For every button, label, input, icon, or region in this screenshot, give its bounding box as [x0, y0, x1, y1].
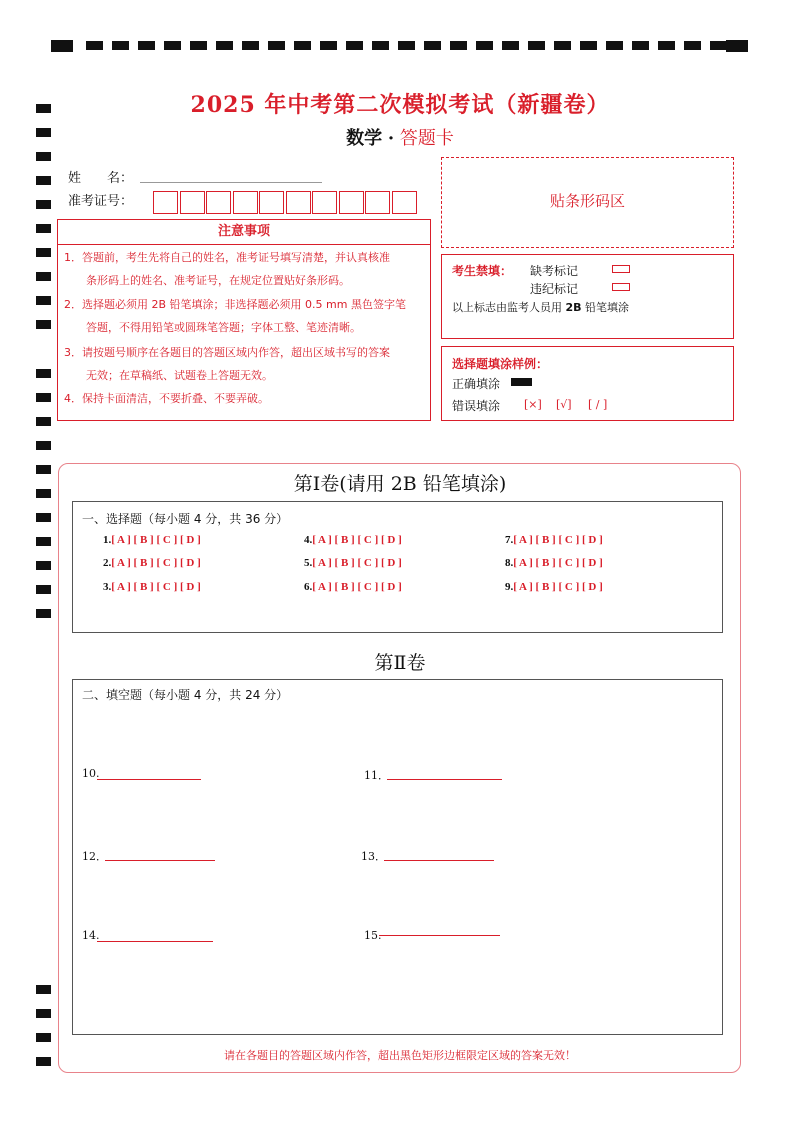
examiner-note [452, 299, 629, 315]
exam-id-digit-box[interactable] [180, 191, 205, 214]
blank-number-14: 14. [82, 929, 100, 942]
violation-mark-label: 违纪标记 [530, 282, 579, 296]
choice-options: [ A ] [ B ] [ C ] [ D ] [513, 581, 603, 593]
choice-options: [ A ] [ B ] [ C ] [ D ] [513, 557, 603, 569]
correct-fill-sample [511, 378, 532, 386]
question-number: 2. [103, 557, 112, 569]
choice-options: [ A ] [ B ] [ C ] [ D ] [312, 534, 402, 546]
timing-mark [36, 200, 51, 209]
notice-line: 4．保持卡面清洁，不要折叠、不要弄破。 [64, 392, 269, 405]
subject-label: 数学 [346, 128, 383, 149]
question-number: 5. [304, 557, 313, 569]
exam-id-digit-box[interactable] [206, 191, 231, 214]
exam-id-label: 准考证号： [68, 194, 134, 209]
choice-question-3[interactable] [103, 581, 201, 593]
absent-mark-label: 缺考标记 [530, 264, 579, 278]
choice-options: [ A ] [ B ] [ C ] [ D ] [111, 534, 201, 546]
choice-question-1[interactable] [103, 534, 201, 546]
blank-answer-12[interactable] [105, 860, 215, 861]
choice-question-5[interactable] [304, 557, 402, 569]
question-number: 7. [505, 534, 514, 546]
timing-mark [36, 320, 51, 329]
volume-1-title: 第Ⅰ卷(请用 2B 铅笔填涂) [293, 473, 507, 495]
volume-2-title: 第Ⅱ卷 [374, 652, 426, 674]
name-label: 姓 名： [68, 171, 134, 186]
choice-options: [ A ] [ B ] [ C ] [ D ] [513, 534, 603, 546]
choice-options: [ A ] [ B ] [ C ] [ D ] [312, 557, 402, 569]
exam-subtitle [0, 124, 800, 150]
examiner-note-bold: 2B [565, 301, 582, 314]
forbidden-label: 考生禁填： [452, 264, 513, 278]
choice-question-8[interactable] [505, 557, 603, 569]
timing-mark [36, 585, 51, 594]
footer-warning: 请在各题目的答题区域内作答，超出黑色矩形边框限定区域的答案无效！ [224, 1049, 576, 1062]
exam-id-digit-box[interactable] [392, 191, 417, 214]
timing-mark [36, 176, 51, 185]
timing-mark [36, 537, 51, 546]
exam-id-digit-box[interactable] [233, 191, 258, 214]
notice-heading: 注意事项 [57, 219, 431, 245]
wrong-fill-label: 错误填涂 [452, 399, 501, 413]
wrong-mark-cross: [×] [524, 398, 542, 411]
fill-blank-section-title: 二、填空题（每小题 4 分，共 24 分） [82, 688, 289, 702]
timing-mark [36, 296, 51, 305]
fill-blank-section [72, 679, 723, 1035]
choice-question-4[interactable] [304, 534, 402, 546]
question-number: 9. [505, 581, 514, 593]
choice-section-title: 一、选择题（每小题 4 分，共 36 分） [82, 512, 289, 526]
question-number: 8. [505, 557, 514, 569]
choice-question-7[interactable] [505, 534, 603, 546]
timing-mark [36, 441, 51, 450]
exam-id-digit-box[interactable] [259, 191, 284, 214]
choice-options: [ A ] [ B ] [ C ] [ D ] [111, 557, 201, 569]
answer-card-label: 答题卡 [399, 128, 454, 149]
exam-id-digit-box[interactable] [153, 191, 178, 214]
timing-mark [36, 393, 51, 402]
blank-answer-15[interactable] [379, 935, 500, 936]
question-number: 6. [304, 581, 313, 593]
timing-mark [36, 224, 51, 233]
blank-number-15: 15. [364, 929, 382, 942]
timing-mark [36, 369, 51, 378]
notice-line: 3．请按题号顺序在各题目的答题区域内作答，超出区域书写的答案 [64, 346, 390, 359]
choice-question-9[interactable] [505, 581, 603, 593]
blank-answer-10[interactable] [97, 779, 201, 780]
blank-answer-11[interactable] [387, 779, 502, 780]
absent-mark-box[interactable] [612, 265, 630, 273]
correct-fill-label: 正确填涂 [452, 377, 501, 391]
blank-answer-14[interactable] [97, 941, 213, 942]
timing-mark [36, 513, 51, 522]
blank-number-13: 13． [361, 850, 386, 863]
timing-mark [36, 417, 51, 426]
notice-line: 1．答题前，考生先将自己的姓名，准考证号填写清楚，并认真核准 [64, 251, 390, 264]
notice-line: 无效；在草稿纸、试题卷上答题无效。 [64, 369, 273, 382]
wrong-mark-slash: [ / ] [588, 398, 608, 411]
exam-id-digit-box[interactable] [312, 191, 337, 214]
timing-mark [36, 1009, 51, 1018]
timing-mark [36, 561, 51, 570]
timing-mark [36, 1033, 51, 1042]
timing-mark [36, 152, 51, 161]
choice-options: [ A ] [ B ] [ C ] [ D ] [111, 581, 201, 593]
violation-mark-box[interactable] [612, 283, 630, 291]
timing-mark [36, 248, 51, 257]
choice-question-6[interactable] [304, 581, 402, 593]
examiner-note-prefix: 以上标志由监考人员用 [452, 301, 566, 314]
notice-line: 答题，不得用铅笔或圆珠笔答题；字体工整、笔迹清晰。 [64, 321, 361, 334]
blank-answer-13[interactable] [384, 860, 494, 861]
blank-number-11: 11． [364, 769, 389, 782]
exam-title: 2025 年中考第二次模拟考试（新疆卷） [190, 92, 610, 118]
wrong-mark-check: [√] [556, 398, 572, 411]
notice-line: 条形码上的姓名、准考证号，在规定位置贴好条形码。 [64, 274, 350, 287]
timing-mark [36, 272, 51, 281]
exam-id-digit-box[interactable] [286, 191, 311, 214]
exam-id-digit-box[interactable] [339, 191, 364, 214]
title-dot: · [387, 128, 395, 149]
barcode-area[interactable]: 贴条形码区 [441, 157, 734, 248]
question-number: 3. [103, 581, 112, 593]
exam-id-digit-box[interactable] [365, 191, 390, 214]
notice-line: 2．选择题必须用 2B 铅笔填涂；非选择题必须用 0.5 mm 黑色签字笔 [64, 298, 406, 311]
choice-question-2[interactable] [103, 557, 201, 569]
timing-mark [36, 609, 51, 618]
choice-options: [ A ] [ B ] [ C ] [ D ] [312, 581, 402, 593]
question-number: 4. [304, 534, 313, 546]
examiner-note-suffix: 铅笔填涂 [581, 301, 630, 314]
blank-number-10: 10. [82, 767, 100, 780]
blank-number-12: 12． [82, 850, 107, 863]
name-field[interactable] [140, 167, 322, 183]
question-number: 1. [103, 534, 112, 546]
timing-mark [36, 985, 51, 994]
fill-sample-heading: 选择题填涂样例： [452, 357, 549, 371]
